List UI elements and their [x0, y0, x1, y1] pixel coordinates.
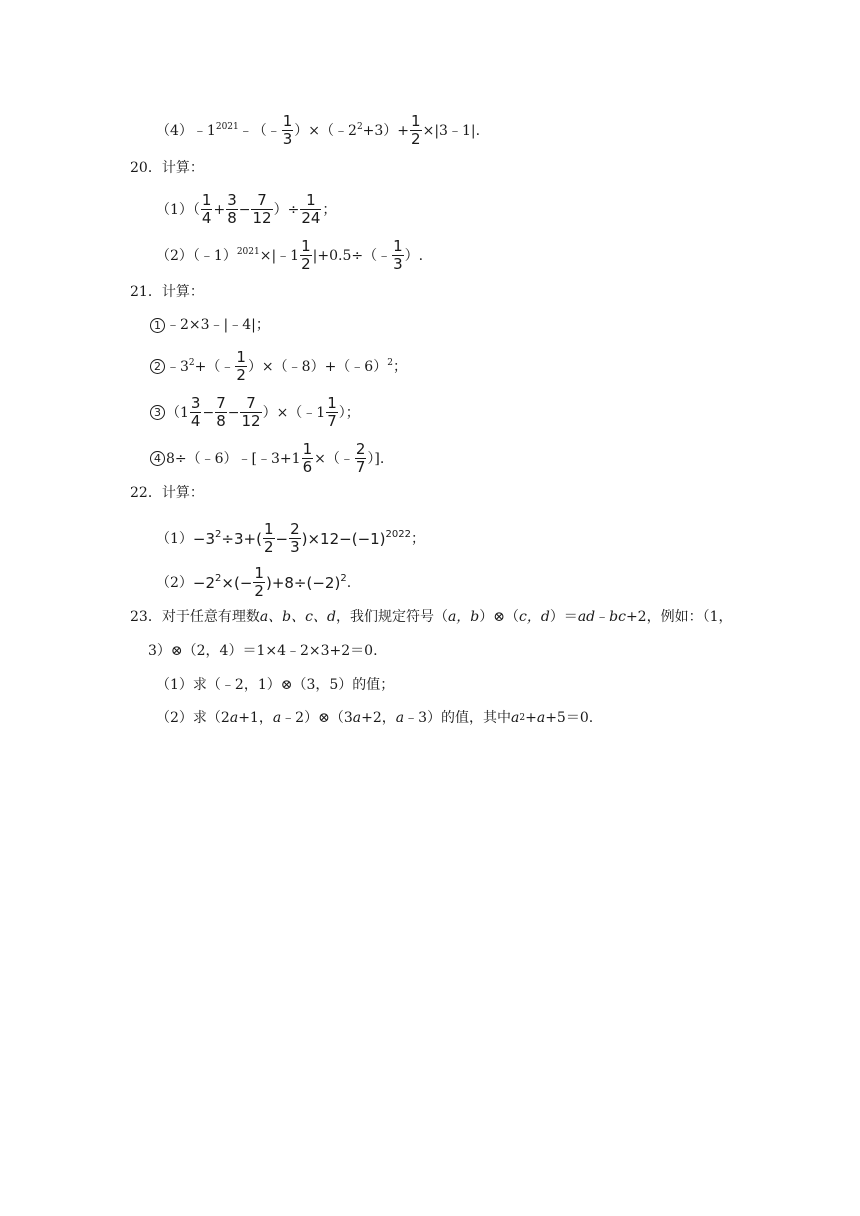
- fraction: $\frac{1}{3}$: [282, 112, 293, 148]
- q23-vars: a、b、c、d: [259, 609, 336, 625]
- q21-p4-term-b: ×（﹣: [314, 450, 354, 467]
- q21-p4-end: ）].: [367, 450, 385, 467]
- q21-p3-term-a: （1: [166, 404, 189, 421]
- q21-heading: 21．计算：: [130, 284, 204, 300]
- q19-p4-term-b: ﹣（﹣: [238, 122, 281, 139]
- q21-p2-term-a: $﹣3^2$: [166, 357, 195, 375]
- q19-p4-term-c: ）$\times(﹣2^2$: [294, 121, 363, 139]
- q21-part4: [150, 441, 384, 476]
- q20-part1: [156, 192, 336, 227]
- q23-part2: （2）求（2 a +1， a ﹣2）⊗（3 a +2， a ﹣3）的值，其中 a 2 + a +5＝0.: [156, 710, 594, 726]
- q20-p2-end: ）.: [404, 247, 424, 264]
- q22-p1-term-b: ÷3+(: [221, 529, 262, 548]
- q22-p2-term-b: ×(−: [221, 573, 253, 592]
- fraction: $\frac{2}{7}$: [355, 440, 366, 476]
- q23-line1: [130, 607, 732, 627]
- q21-p2-term-b: +（﹣: [194, 358, 235, 375]
- q19-p4-term-e: ×|3﹣1|.: [422, 122, 481, 139]
- fraction: $\frac{3}{4}$: [190, 394, 201, 430]
- q20-p2-term-a: ×|﹣1: [259, 247, 300, 264]
- q21-p3-term-b: ）×（﹣1: [262, 404, 326, 421]
- q22-part1: [156, 521, 425, 556]
- q23-text: ）⊗（: [479, 609, 519, 625]
- q21-part3: [150, 395, 360, 430]
- fraction: $\frac{1}{2}$: [254, 564, 264, 600]
- q19-part4: [156, 113, 480, 148]
- q22-p1-label: （1）: [156, 530, 193, 547]
- q20-p1-mid: ）÷: [273, 201, 300, 218]
- fraction: $\frac{1}{4}$: [201, 191, 212, 227]
- q23-vars: c，d: [519, 609, 550, 625]
- fraction: $\frac{1}{24}$: [301, 191, 321, 227]
- operator: −: [202, 404, 215, 421]
- q23-vars: ad: [577, 609, 596, 625]
- q22-p1-end: ；: [411, 530, 425, 547]
- q22-p2-end: .: [346, 574, 352, 591]
- q21-p4-term-a: 8÷（﹣6）﹣[﹣3+1: [166, 450, 301, 467]
- fraction: $\frac{3}{8}$: [227, 191, 237, 227]
- circled-number-3: 3: [150, 405, 165, 420]
- fraction: $\frac{7}{12}$: [252, 191, 272, 227]
- fraction: $\frac{1}{2}$: [411, 112, 421, 148]
- q22-part2: [156, 565, 351, 600]
- fraction: $\frac{1}{3}$: [393, 237, 403, 273]
- q20-part2: [156, 238, 423, 273]
- q23-vars: bc: [609, 609, 626, 625]
- q19-p4-term-d: +3）+: [362, 122, 410, 139]
- q22-p2-label: （2）: [156, 574, 193, 591]
- fraction: $\frac{1}{2}$: [263, 520, 274, 556]
- circled-number-1: 1: [150, 318, 165, 333]
- q21-p2-term-c: ）×（﹣8）+（﹣6）$^2$: [247, 357, 393, 375]
- q20-heading: 20．计算：: [130, 160, 204, 176]
- q23-text: 23．对于任意有理数: [130, 609, 260, 625]
- operator: −: [275, 529, 289, 548]
- q20-p1-label: （1）（: [156, 201, 200, 218]
- q19-p4-term-a: $﹣1^{2021}$: [192, 121, 239, 139]
- q23-line2: 3）⊗（2，4）＝1×4﹣2×3+2＝0.: [148, 643, 378, 659]
- fraction: $\frac{1}{7}$: [327, 394, 337, 430]
- fraction: $\frac{1}{6}$: [302, 440, 313, 476]
- q21-p3-end: ）；: [338, 404, 360, 421]
- q23-text: ）＝: [549, 609, 578, 625]
- q21-p2-end: ；: [392, 358, 407, 375]
- q21-p1-text: ﹣2×3﹣|﹣4|；: [166, 317, 270, 333]
- q22-p2-term-a: $-2^2$: [192, 572, 222, 592]
- q20-p2-term-b: |+0.5÷（﹣: [312, 247, 392, 264]
- fraction: $\frac{2}{3}$: [290, 520, 300, 556]
- q20-p1-end: ；: [322, 201, 337, 218]
- q23-vars: a，b: [447, 609, 480, 625]
- q22-p1-term-c: )$\times 12-(-1)^{2022}$: [301, 528, 411, 548]
- operator: +: [213, 201, 226, 218]
- q19-p4-label: （4）: [156, 122, 193, 139]
- q22-p1-term-a: $-3^2$: [192, 528, 222, 548]
- operator: −: [238, 201, 251, 218]
- fraction: $\frac{7}{12}$: [241, 394, 261, 430]
- q21-part2: [150, 349, 407, 384]
- fraction: $\frac{1}{2}$: [236, 348, 246, 384]
- fraction: $\frac{7}{8}$: [216, 394, 226, 430]
- q22-heading: 22．计算：: [130, 485, 204, 501]
- q23-text: ，我们规定符号（: [335, 609, 448, 625]
- q23-part1: （1）求（﹣2，1）⊗（3，5）的值；: [156, 677, 395, 693]
- q21-part1: [150, 315, 270, 335]
- operator: −: [227, 404, 240, 421]
- q23-text: ﹣: [595, 609, 610, 625]
- fraction: $\frac{1}{2}$: [301, 237, 311, 273]
- q23-text: +2，例如：（1，: [625, 609, 733, 625]
- circled-number-4: 4: [150, 451, 165, 466]
- q20-p2-label: （2）（﹣1）$^{2021}$: [156, 246, 260, 264]
- q22-p2-term-c: )$+8\div(-2)^2$: [265, 572, 347, 592]
- circled-number-2: 2: [150, 359, 165, 374]
